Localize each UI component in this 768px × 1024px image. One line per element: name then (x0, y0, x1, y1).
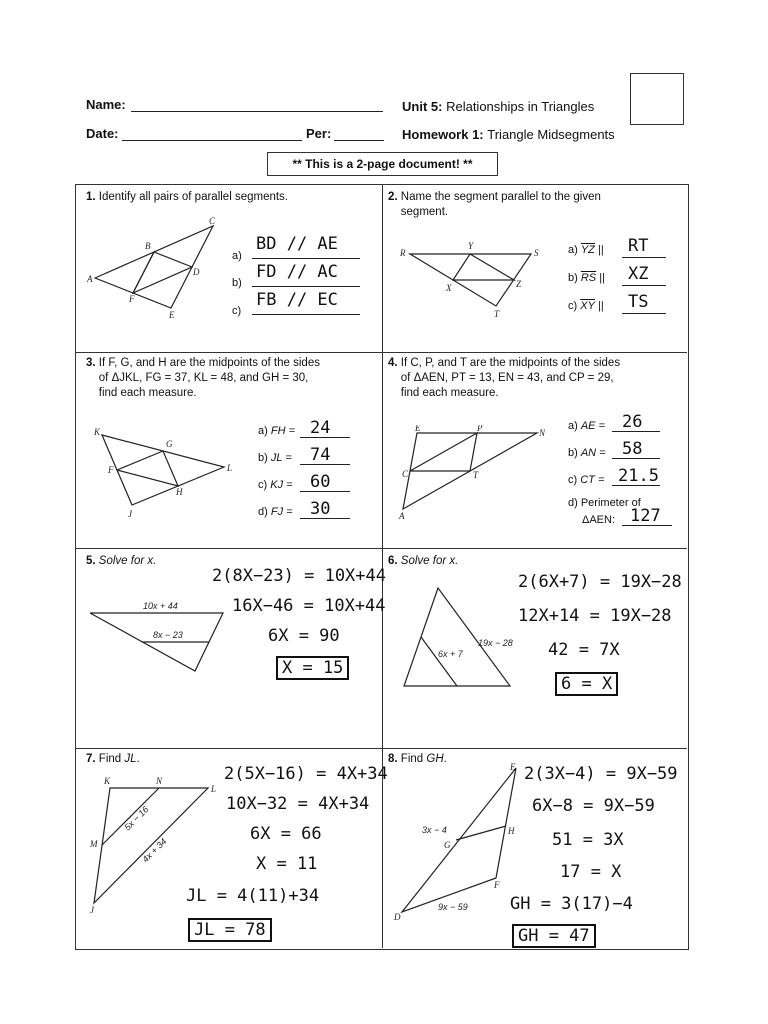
p3c-item: c) KJ = (258, 479, 293, 491)
date-label: Date: (86, 126, 119, 141)
date-field[interactable] (122, 140, 302, 141)
p7-work-4: X = 11 (256, 854, 318, 874)
p7-point-L: L (211, 784, 217, 794)
p3-point-F: F (108, 465, 114, 475)
period-field[interactable] (334, 140, 384, 141)
p7-expr-a: 5x − 16 (122, 804, 151, 833)
homework-heading (402, 127, 615, 142)
p1-point-F: F (129, 294, 135, 304)
p4d-item: d) Perimeter of (568, 497, 641, 509)
p1-point-E: E (169, 310, 175, 320)
p7-prompt: 7. Find JL. (86, 753, 140, 765)
p4a-item: a) AE = (568, 420, 605, 432)
p1-point-A: A (87, 274, 93, 284)
p5-prompt: 5. Solve for x. (86, 555, 157, 567)
homework-label: Homework 1: (402, 127, 484, 142)
p2a-item: a) $\overline{YZ}$ || (568, 244, 604, 256)
p6-expr-mid: 6x + 7 (438, 649, 463, 659)
p8-work-5: GH = 3(17)−4 (510, 894, 633, 914)
p5-work-1: 2(8X−23) = 10X+44 (212, 566, 386, 586)
p2a-answer[interactable]: RT (628, 236, 649, 256)
p6-work-2: 12X+14 = 19X−28 (518, 606, 672, 626)
grid-divider-row2 (75, 548, 687, 549)
period-label: Per: (306, 126, 332, 141)
p8-diagram (392, 760, 522, 925)
p4a-answer[interactable]: 26 (622, 412, 643, 432)
p6-prompt: 6. Solve for x. (388, 555, 459, 567)
p8-point-H: H (508, 826, 515, 836)
p2c-item: c) $\overline{XY}$ || (568, 300, 604, 312)
p4d-answer[interactable]: 127 (630, 506, 661, 526)
p5-work-4: X = 15 (276, 656, 349, 680)
p3d-answer[interactable]: 30 (310, 499, 331, 519)
p3-point-G: G (166, 439, 173, 449)
p8-work-6: GH = 47 (512, 924, 596, 948)
p2-diagram (398, 240, 548, 320)
p1-point-D: D (193, 267, 200, 277)
p4b-answer[interactable]: 58 (622, 439, 643, 459)
p7-point-N: N (156, 776, 163, 786)
p4d-var2: ΔAEN: (582, 514, 616, 526)
p3-point-H: H (176, 487, 183, 497)
p6-diagram (396, 580, 526, 695)
p6-work-1: 2(6X+7) = 19X−28 (518, 572, 682, 592)
p3a-item: a) FH = (258, 425, 295, 437)
p2-point-Z: Z (516, 279, 522, 289)
name-field[interactable] (131, 111, 383, 112)
p4-point-N: N (539, 428, 546, 438)
p5-diagram (85, 595, 230, 680)
p3-point-J: J (128, 509, 132, 519)
p4-point-T: T (473, 470, 479, 480)
p7-point-J: J (90, 905, 94, 915)
p4-point-A: A (399, 511, 405, 520)
p1-diagram (85, 212, 220, 322)
p6-expr-side: 19x − 28 (478, 638, 513, 648)
p4-point-P: P (477, 425, 483, 433)
p8-prompt: 8. Find GH. (388, 753, 447, 765)
score-box[interactable] (630, 73, 684, 125)
p4-diagram (395, 425, 555, 520)
p7-point-K: K (104, 776, 111, 786)
p4-prompt: 4. If C, P, and T are the midpoints of the sides of ΔAEN, PT = 13, EN = 43, and CP = 29, find each measure. (388, 357, 621, 399)
p4c-item: c) CT = (568, 474, 605, 486)
p3b-answer[interactable]: 74 (310, 445, 331, 465)
p2-point-S: S (534, 248, 539, 258)
p8-work-1: 2(3X−4) = 9X−59 (524, 764, 678, 784)
p8-point-E: E (510, 762, 516, 772)
unit-label: Unit 5: (402, 99, 443, 114)
p3d-item: d) FJ = (258, 506, 293, 518)
p3a-answer[interactable]: 24 (310, 418, 331, 438)
p1b-label: b) (232, 277, 242, 289)
p8-expr-a: 3x − 4 (422, 825, 447, 835)
p7-work-5: JL = 4(11)+34 (186, 886, 320, 906)
p3b-item: b) JL = (258, 452, 292, 464)
p4-point-E: E (415, 425, 421, 433)
p1-point-B: B (145, 241, 151, 251)
p7-point-M: M (90, 839, 98, 849)
p7-work-2: 10X−32 = 4X+34 (226, 794, 370, 814)
p2-point-R: R (400, 248, 406, 258)
name-label: Name: (86, 97, 126, 112)
p8-point-F: F (494, 880, 500, 890)
unit-title: Relationships in Triangles (446, 99, 595, 114)
p1a-answer[interactable]: BD // AE (256, 234, 338, 254)
p3-diagram (92, 425, 242, 520)
p4-point-C: C (402, 469, 409, 479)
p5-work-2: 16X−46 = 10X+44 (232, 596, 386, 616)
p4b-item: b) AN = (568, 447, 606, 459)
p1c-label: c) (232, 305, 242, 317)
p4c-answer[interactable]: 21.5 (618, 466, 659, 486)
p2b-item: b) $\overline{RS}$ || (568, 272, 605, 284)
homework-title: Triangle Midsegments (487, 127, 615, 142)
p8-work-2: 6X−8 = 9X−59 (532, 796, 655, 816)
p5-work-3: 6X = 90 (268, 626, 340, 646)
p5-expr-top: 10x + 44 (143, 601, 178, 611)
p2-point-Y: Y (468, 241, 474, 251)
p2-prompt: 2. Name the segment parallel to the given segment. (388, 191, 601, 218)
unit-heading (402, 99, 594, 114)
p1b-answer[interactable]: FD // AC (256, 262, 338, 282)
p8-expr-b: 9x − 59 (438, 902, 468, 912)
p6-work-3: 42 = 7X (548, 640, 620, 660)
two-page-note: ** This is a 2-page document! ** (267, 152, 498, 176)
grid-divider-row1 (75, 352, 687, 353)
p2c-answer[interactable]: TS (628, 292, 649, 312)
p2-point-X: X (446, 283, 452, 293)
p1-prompt: 1. Identify all pairs of parallel segments. (86, 191, 289, 203)
p1a-label: a) (232, 250, 242, 262)
grid-divider-row3 (75, 748, 687, 749)
p2-point-T: T (494, 309, 500, 319)
p3-point-K: K (94, 427, 101, 437)
p8-point-D: D (394, 912, 401, 922)
p8-point-G: G (444, 840, 451, 850)
p6-work-4: 6 = X (555, 672, 618, 696)
p7-work-1: 2(5X−16) = 4X+34 (224, 764, 388, 784)
p1c-answer[interactable]: FB // EC (256, 290, 338, 310)
p3-prompt: 3. If F, G, and H are the midpoints of the sides of ΔJKL, FG = 37, KL = 48, and GH = 30, find each measure. (86, 357, 320, 399)
p7-work-3: 6X = 66 (250, 824, 322, 844)
p2b-answer[interactable]: XZ (628, 264, 649, 284)
p8-work-4: 17 = X (560, 862, 622, 882)
p8-work-3: 51 = 3X (552, 830, 624, 850)
p7-expr-b: 4x + 34 (140, 836, 169, 865)
p3c-answer[interactable]: 60 (310, 472, 331, 492)
p5-expr-mid: 8x − 23 (153, 630, 183, 640)
p3-point-L: L (227, 463, 233, 473)
p7-work-6: JL = 78 (188, 918, 272, 942)
p1-point-C: C (209, 216, 216, 226)
